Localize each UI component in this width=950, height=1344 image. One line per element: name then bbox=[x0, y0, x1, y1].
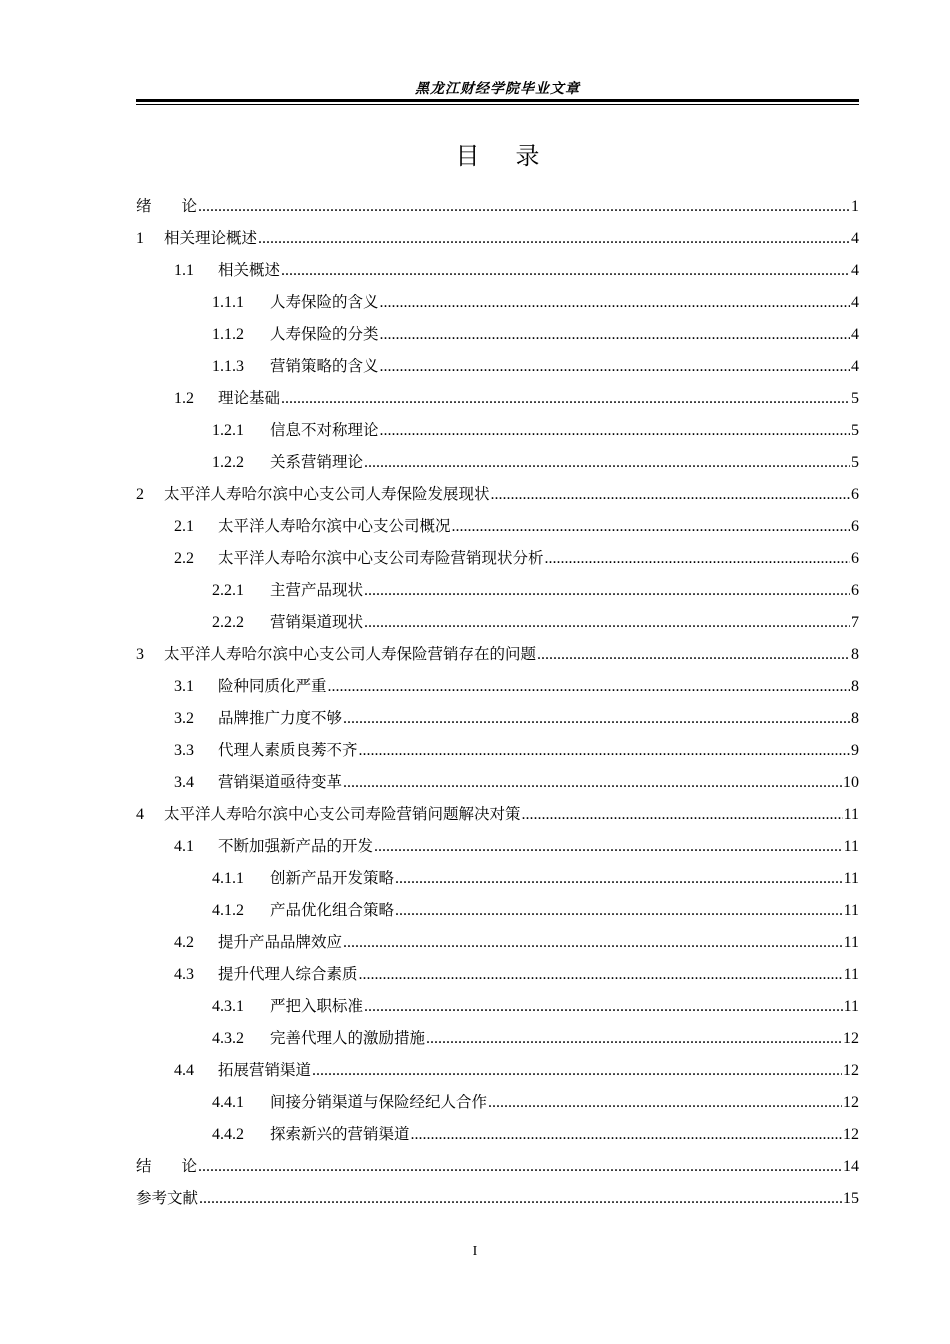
toc-entry-number: 4.3.2 bbox=[212, 1030, 244, 1047]
toc-entry[interactable] bbox=[136, 446, 859, 478]
toc-entry[interactable] bbox=[136, 542, 859, 574]
toc-entry-number: 4.1 bbox=[174, 838, 194, 855]
toc-leader-dots bbox=[281, 383, 850, 415]
toc-entry-page: 8 bbox=[851, 678, 859, 695]
toc-entry-number: 4.3.1 bbox=[212, 998, 244, 1015]
toc-entry-page: 5 bbox=[851, 454, 859, 471]
toc-entry[interactable] bbox=[136, 606, 859, 638]
toc-entry[interactable] bbox=[136, 894, 859, 926]
toc-leader-dots bbox=[380, 351, 850, 383]
toc-entry[interactable] bbox=[136, 638, 859, 670]
toc-entry[interactable] bbox=[136, 254, 859, 286]
toc-entry[interactable] bbox=[136, 574, 859, 606]
toc-entry-page: 11 bbox=[843, 966, 859, 983]
page-header: 黑龙江财经学院毕业文章 bbox=[415, 81, 580, 97]
toc-entry[interactable] bbox=[136, 286, 859, 318]
toc-leader-dots bbox=[452, 511, 850, 543]
toc-entry-title: 营销渠道现状 bbox=[270, 613, 364, 631]
toc-entry[interactable] bbox=[136, 1022, 859, 1054]
toc-entry[interactable] bbox=[136, 766, 859, 798]
toc-entry-title: 人寿保险的分类 bbox=[270, 325, 379, 343]
toc-entry-number: 1.1.1 bbox=[212, 294, 244, 311]
toc-entry[interactable] bbox=[136, 350, 859, 382]
toc-leader-dots bbox=[343, 927, 843, 959]
toc-entry-title: 间接分销渠道与保险经纪人合作 bbox=[270, 1093, 488, 1111]
toc-entry-page: 1 bbox=[851, 198, 859, 215]
toc-entry-page: 4 bbox=[851, 230, 859, 247]
toc-entry-number: 4.1.1 bbox=[212, 870, 244, 887]
toc-entry-number: 2 bbox=[136, 486, 144, 503]
toc-entry-number: 4 bbox=[136, 806, 144, 823]
toc-entry-title: 创新产品开发策略 bbox=[270, 869, 395, 887]
toc-entry-title: 代理人素质良莠不齐 bbox=[218, 741, 358, 759]
toc-entry-title: 绪论 bbox=[136, 197, 198, 215]
toc-entry[interactable] bbox=[136, 222, 859, 254]
toc-entry-number: 1 bbox=[136, 230, 144, 247]
toc-entry-number: 4.1.2 bbox=[212, 902, 244, 919]
toc-leader-dots bbox=[198, 191, 850, 223]
toc-leader-dots bbox=[343, 767, 842, 799]
toc-entry[interactable] bbox=[136, 1150, 859, 1182]
toc-entry-number: 3.4 bbox=[174, 774, 194, 791]
toc-entry[interactable] bbox=[136, 478, 859, 510]
toc-leader-dots bbox=[364, 991, 843, 1023]
toc-leader-dots bbox=[491, 479, 850, 511]
toc-entry[interactable] bbox=[136, 670, 859, 702]
toc-entry-number: 1.1.3 bbox=[212, 358, 244, 375]
toc-entry-page: 6 bbox=[851, 518, 859, 535]
toc-leader-dots bbox=[364, 575, 850, 607]
toc-entry-title: 关系营销理论 bbox=[270, 453, 364, 471]
toc-entry-page: 5 bbox=[851, 422, 859, 439]
toc-entry-page: 12 bbox=[843, 1094, 859, 1111]
toc-entry-title: 营销渠道亟待变革 bbox=[218, 773, 343, 791]
toc-entry[interactable] bbox=[136, 1086, 859, 1118]
toc-leader-dots bbox=[359, 735, 850, 767]
toc-entry-title: 险种同质化严重 bbox=[218, 677, 327, 695]
toc-leader-dots bbox=[395, 863, 843, 895]
toc-entry-number: 3.2 bbox=[174, 710, 194, 727]
toc-entry-title: 营销策略的含义 bbox=[270, 357, 379, 375]
toc-entry-number: 3.1 bbox=[174, 678, 194, 695]
toc-entry-title: 品牌推广力度不够 bbox=[218, 709, 343, 727]
toc-entry-title: 不断加强新产品的开发 bbox=[218, 837, 374, 855]
toc-entry-page: 11 bbox=[843, 934, 859, 951]
toc-entry-number: 1.2.1 bbox=[212, 422, 244, 439]
toc-entry-title: 理论基础 bbox=[218, 389, 281, 407]
toc-entry-page: 6 bbox=[851, 582, 859, 599]
toc-entry-page: 11 bbox=[843, 902, 859, 919]
toc-entry-title: 严把入职标准 bbox=[270, 997, 364, 1015]
toc-leader-dots bbox=[488, 1087, 842, 1119]
toc-entry-title: 太平洋人寿哈尔滨中心支公司人寿保险营销存在的问题 bbox=[164, 645, 537, 663]
toc-leader-dots bbox=[343, 703, 850, 735]
header-rule-thick bbox=[136, 99, 859, 102]
toc-leader-dots bbox=[364, 447, 850, 479]
toc-entry-number: 1.1.2 bbox=[212, 326, 244, 343]
toc-leader-dots bbox=[312, 1055, 842, 1087]
toc-entry-number: 4.4.1 bbox=[212, 1094, 244, 1111]
toc-leader-dots bbox=[395, 895, 843, 927]
toc-leader-dots bbox=[281, 255, 850, 287]
toc-leader-dots bbox=[364, 607, 850, 639]
toc-leader-dots bbox=[426, 1023, 842, 1055]
toc-entry-page: 5 bbox=[851, 390, 859, 407]
toc-entry[interactable] bbox=[136, 318, 859, 350]
toc-entry-page: 6 bbox=[851, 550, 859, 567]
toc-entry-page: 11 bbox=[843, 838, 859, 855]
toc-entry[interactable] bbox=[136, 734, 859, 766]
toc-entry[interactable] bbox=[136, 414, 859, 446]
toc-entry-title: 提升代理人综合素质 bbox=[218, 965, 358, 983]
toc-entry[interactable] bbox=[136, 1182, 859, 1214]
toc-entry[interactable] bbox=[136, 958, 859, 990]
toc-entry-title: 太平洋人寿哈尔滨中心支公司寿险营销问题解决对策 bbox=[164, 805, 521, 823]
toc-leader-dots bbox=[374, 831, 843, 863]
toc-entry[interactable] bbox=[136, 382, 859, 414]
toc-entry-title: 主营产品现状 bbox=[270, 581, 364, 599]
toc-leader-dots bbox=[537, 639, 850, 671]
toc-entry-title: 信息不对称理论 bbox=[270, 421, 379, 439]
toc-entry-page: 10 bbox=[843, 774, 859, 791]
toc-entry-page: 4 bbox=[851, 358, 859, 375]
toc-entry[interactable] bbox=[136, 830, 859, 862]
toc-entry[interactable] bbox=[136, 990, 859, 1022]
toc-leader-dots bbox=[380, 319, 850, 351]
toc-entry-title: 人寿保险的含义 bbox=[270, 293, 379, 311]
toc-entry-page: 12 bbox=[843, 1062, 859, 1079]
toc-entry-title: 太平洋人寿哈尔滨中心支公司寿险营销现状分析 bbox=[218, 549, 544, 567]
toc-entry[interactable] bbox=[136, 702, 859, 734]
toc-entry-title: 拓展营销渠道 bbox=[218, 1061, 312, 1079]
toc-entry-number: 2.1 bbox=[174, 518, 194, 535]
toc-entry-page: 11 bbox=[843, 998, 859, 1015]
toc-entry-number: 2.2 bbox=[174, 550, 194, 567]
toc-entry-number: 4.4.2 bbox=[212, 1126, 244, 1143]
toc-entry[interactable] bbox=[136, 798, 859, 830]
toc-entry-title: 探索新兴的营销渠道 bbox=[270, 1125, 410, 1143]
toc-entry-title: 结论 bbox=[136, 1157, 198, 1175]
toc-entry-page: 12 bbox=[843, 1126, 859, 1143]
toc-entry-page: 8 bbox=[851, 646, 859, 663]
toc-leader-dots bbox=[522, 799, 843, 831]
toc-leader-dots bbox=[380, 287, 850, 319]
toc-entry-title: 参考文献 bbox=[136, 1189, 199, 1207]
header-rule-thin bbox=[136, 104, 859, 105]
toc-entry[interactable] bbox=[136, 862, 859, 894]
toc-entry-number: 3 bbox=[136, 646, 144, 663]
toc-entry-number: 1.2 bbox=[174, 390, 194, 407]
toc-entry-page: 4 bbox=[851, 326, 859, 343]
toc-entry-page: 4 bbox=[851, 294, 859, 311]
toc-entry-number: 1.1 bbox=[174, 262, 194, 279]
toc-entry-number: 4.4 bbox=[174, 1062, 194, 1079]
toc-entry-title: 相关概述 bbox=[218, 261, 281, 279]
toc-entry-title: 太平洋人寿哈尔滨中心支公司人寿保险发展现状 bbox=[164, 485, 490, 503]
toc-leader-dots bbox=[328, 671, 850, 703]
toc-leader-dots bbox=[258, 223, 850, 255]
toc-leader-dots bbox=[545, 543, 850, 575]
toc-entry-title: 产品优化组合策略 bbox=[270, 901, 395, 919]
toc-entry-page: 8 bbox=[851, 710, 859, 727]
toc-entry[interactable] bbox=[136, 510, 859, 542]
toc-leader-dots bbox=[198, 1151, 842, 1183]
toc-entry-page: 11 bbox=[843, 806, 859, 823]
toc-entry-title: 太平洋人寿哈尔滨中心支公司概况 bbox=[218, 517, 451, 535]
toc-entry-page: 11 bbox=[843, 870, 859, 887]
toc-entry-page: 4 bbox=[851, 262, 859, 279]
toc-entry[interactable] bbox=[136, 1118, 859, 1150]
toc-leader-dots bbox=[380, 415, 850, 447]
toc-entry[interactable] bbox=[136, 1054, 859, 1086]
toc-entry-page: 9 bbox=[851, 742, 859, 759]
toc-entry[interactable] bbox=[136, 190, 859, 222]
toc-leader-dots bbox=[359, 959, 843, 991]
toc-entry-number: 1.2.2 bbox=[212, 454, 244, 471]
toc-title: 目录 bbox=[455, 142, 576, 170]
toc-entry-number: 2.2.2 bbox=[212, 614, 244, 631]
toc-entry-title: 完善代理人的激励措施 bbox=[270, 1029, 426, 1047]
toc-entry-number: 2.2.1 bbox=[212, 582, 244, 599]
toc-entry-page: 15 bbox=[843, 1190, 859, 1207]
toc-entry-title: 相关理论概述 bbox=[164, 229, 258, 247]
toc-entry-number: 4.2 bbox=[174, 934, 194, 951]
toc-entry-page: 6 bbox=[851, 486, 859, 503]
toc-entry-title: 提升产品品牌效应 bbox=[218, 933, 343, 951]
toc-entry-page: 14 bbox=[843, 1158, 859, 1175]
toc-leader-dots bbox=[199, 1183, 842, 1215]
toc-entry-page: 12 bbox=[843, 1030, 859, 1047]
toc-entry[interactable] bbox=[136, 926, 859, 958]
toc-leader-dots bbox=[411, 1119, 842, 1151]
toc-entry-number: 3.3 bbox=[174, 742, 194, 759]
page-number: I bbox=[472, 1244, 478, 1259]
table-of-contents bbox=[136, 190, 859, 1214]
toc-entry-number: 4.3 bbox=[174, 966, 194, 983]
toc-entry-page: 7 bbox=[851, 614, 859, 631]
